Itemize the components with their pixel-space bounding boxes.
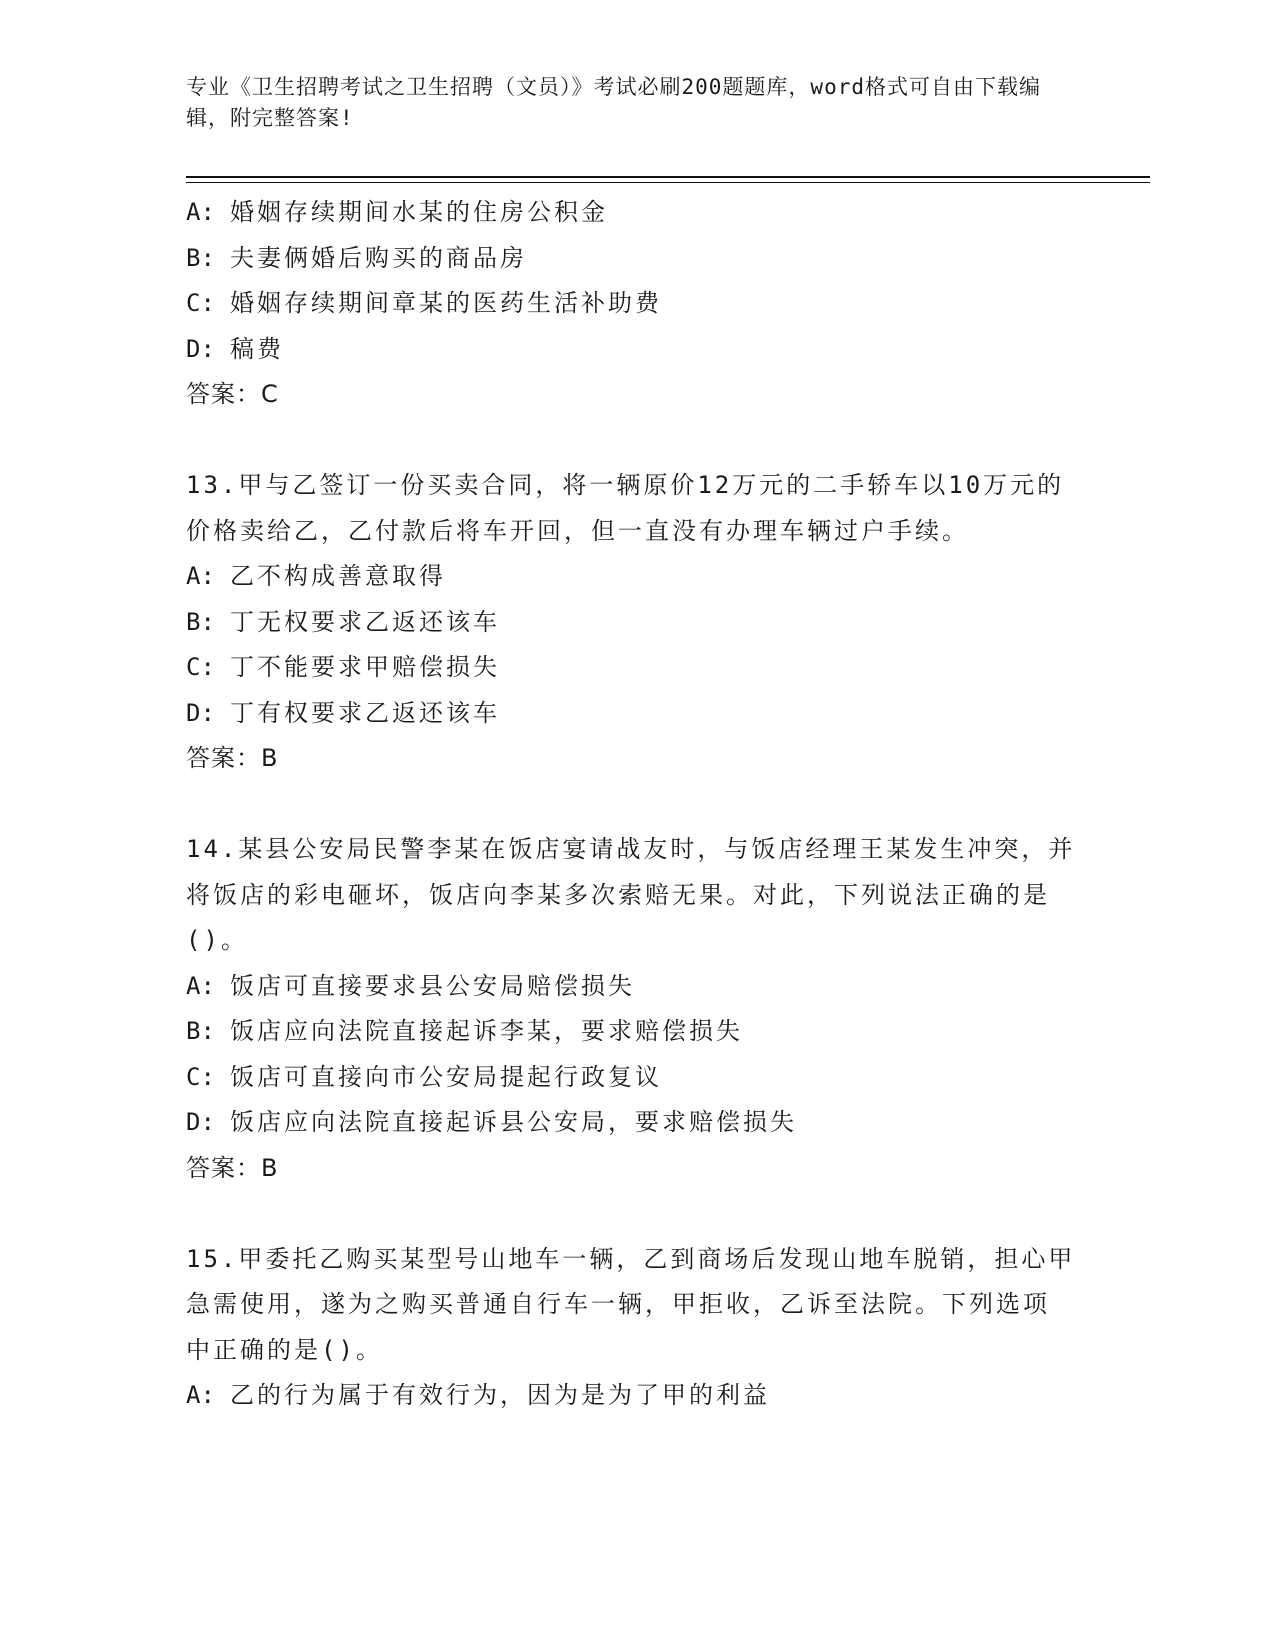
option-letter: D:: [186, 334, 215, 363]
option-text: 婚姻存续期间章某的医药生活补助费: [230, 289, 662, 317]
option-c: [186, 281, 1076, 327]
option-text: 饭店可直接向市公安局提起行政复议: [230, 1062, 662, 1091]
option-text: 丁不能要求甲赔偿损失: [230, 653, 500, 681]
option-text: 婚姻存续期间水某的住房公积金: [230, 198, 608, 226]
header-divider-thin: [186, 182, 1150, 183]
option-b: [186, 1009, 1076, 1055]
option-text: 稿费: [230, 334, 284, 363]
option-c: [186, 1055, 1076, 1101]
question-stem: 15.甲委托乙购买某型号山地车一辆，乙到商场后发现山地车脱销，担心甲急需使用，遂为之购买普通自行车一辆，甲拒收，乙诉至法院。下列选项中正确的是()。: [186, 1244, 1076, 1364]
option-d: [186, 327, 1076, 373]
option-letter: A:: [186, 562, 215, 590]
spacer: [186, 782, 1076, 828]
option-text: 乙的行为属于有效行为，因为是为了甲的利益: [230, 1381, 770, 1409]
question-15: [186, 1237, 1076, 1419]
option-b: [186, 236, 1076, 282]
question-stem: 13.甲与乙签订一份买卖合同，将一辆原价12万元的二手轿车以10万元的价格卖给乙，乙付款后将车开回，但一直没有办理车辆过户手续。: [186, 471, 1065, 545]
option-b: [186, 600, 1076, 646]
option-text: 饭店应向法院直接起诉县公安局，要求赔偿损失: [230, 1108, 797, 1136]
option-letter: B:: [186, 607, 215, 636]
option-letter: C:: [186, 653, 215, 681]
answer-line: 答案：B: [186, 1153, 279, 1182]
option-a: [186, 1373, 1076, 1419]
question-14: [186, 827, 1076, 1191]
spacer: [186, 418, 1076, 464]
document-header: 专业《卫生招聘考试之卫生招聘（文员）》考试必刷200题题库，word格式可自由下载编辑，附完整答案!: [186, 75, 1041, 130]
option-text: 夫妻俩婚后购买的商品房: [230, 243, 527, 272]
option-letter: B:: [186, 243, 215, 272]
question-fragment: [186, 190, 1076, 418]
question-stem: 14.某县公安局民警李某在饭店宴请战友时，与饭店经理王某发生冲突，并将饭店的彩电砸坏，饭店向李某多次索赔无果。对此，下列说法正确的是()。: [186, 835, 1076, 954]
question-body: [186, 190, 1076, 1419]
option-letter: A:: [186, 1381, 215, 1409]
option-d: [186, 1100, 1076, 1146]
header-divider-thick: [186, 176, 1150, 178]
option-d: [186, 691, 1076, 737]
option-text: 饭店应向法院直接起诉李某，要求赔偿损失: [230, 1017, 743, 1045]
spacer: [186, 1191, 1076, 1237]
option-a: [186, 190, 1076, 236]
option-a: [186, 554, 1076, 600]
option-letter: C:: [186, 1062, 215, 1091]
option-text: 丁无权要求乙返还该车: [230, 607, 500, 636]
option-letter: A:: [186, 198, 215, 226]
option-text: 乙不构成善意取得: [230, 562, 446, 590]
option-a: [186, 964, 1076, 1010]
question-13: [186, 463, 1076, 782]
option-letter: D:: [186, 698, 215, 727]
answer-line: 答案：C: [186, 380, 279, 408]
option-text: 丁有权要求乙返还该车: [230, 698, 500, 727]
option-letter: A:: [186, 971, 215, 1000]
option-letter: D:: [186, 1108, 215, 1136]
answer-line: 答案：B: [186, 744, 279, 772]
option-letter: B:: [186, 1017, 215, 1045]
option-letter: C:: [186, 289, 215, 317]
option-c: [186, 645, 1076, 691]
option-text: 饭店可直接要求县公安局赔偿损失: [230, 971, 635, 1000]
